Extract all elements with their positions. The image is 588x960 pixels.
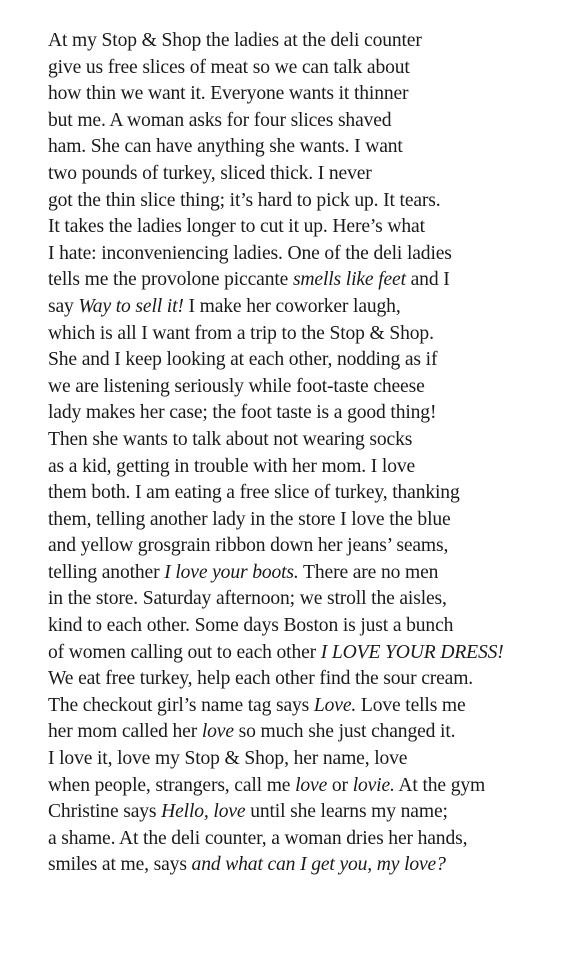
poem-text-segment: how thin we want it. Everyone wants it thinner (48, 83, 409, 105)
poem-text-segment: them both. I am eating a free slice of turkey, thanking (48, 482, 460, 504)
poem-italic-phrase: Love. (313, 694, 357, 716)
poem-line (48, 347, 504, 374)
poem-text-segment: At my Stop & Shop the ladies at the deli counter (48, 30, 422, 51)
poem-line (48, 586, 504, 613)
poem-text-segment: them, telling another lady in the store I love the blue (48, 508, 451, 530)
poem-text-segment: Then she wants to talk about not wearing socks (48, 428, 413, 450)
poem-line (48, 773, 504, 800)
poem-text-segment: her mom called her (48, 721, 202, 743)
poem-text-segment: I hate: inconveniencing ladies. One of the deli ladies (48, 242, 452, 264)
poem-text-segment: got the thin slice thing; it’s hard to pick up. It tears. (48, 189, 441, 211)
poem-text-segment: and yellow grosgrain ribbon down her jeans’ seams, (48, 535, 449, 557)
poem-italic-phrase: I LOVE YOUR DRESS! (320, 641, 504, 663)
poem-line (48, 799, 504, 826)
poem-text-segment: and I (405, 269, 450, 291)
poem-text-segment: lady makes her case; the foot taste is a good thing! (48, 402, 437, 424)
poem-line (48, 214, 504, 241)
poem-italic-phrase: Way to sell it! (78, 295, 184, 317)
poem-line (48, 454, 504, 481)
poem-text-segment: ham. She can have anything she wants. I want (48, 136, 403, 158)
poem-line (48, 852, 504, 879)
poem-text-segment: Love tells me (356, 694, 466, 716)
poem-text-segment: or (327, 774, 353, 796)
poem-text-segment: smiles at me, says (48, 854, 192, 876)
poem-text-segment: as a kid, getting in trouble with her mom. I love (48, 455, 416, 477)
poem-text-segment: when people, strangers, call me (48, 774, 296, 796)
poem-line (48, 427, 504, 454)
poem-text-segment: until she learns my name; (245, 801, 448, 823)
poem-line (48, 640, 504, 667)
poem-text-segment: It takes the ladies longer to cut it up. Here’s what (48, 216, 425, 238)
poem-line (48, 294, 504, 321)
poem-text-segment: At the gym (394, 774, 486, 796)
poem-text-segment: She and I keep looking at each other, nodding as if (48, 349, 438, 371)
poem-text-segment: say (48, 295, 79, 317)
poem-line (48, 480, 504, 507)
poem-text-segment: which is all I want from a trip to the Stop & Shop. (48, 322, 434, 344)
poem-line (48, 267, 504, 294)
poem-line (48, 28, 504, 55)
poem-italic-phrase: lovie. (352, 774, 395, 796)
poem-line (48, 134, 504, 161)
poem-line (48, 719, 504, 746)
poem-italic-phrase: I love your boots. (164, 561, 299, 583)
poem-italic-phrase: and what can I get you, my love? (191, 854, 446, 876)
poem-text-segment: so much she just changed it. (233, 721, 456, 743)
poem-text-segment: but me. A woman asks for four slices shaved (48, 109, 392, 131)
poem-line (48, 666, 504, 693)
poem-line (48, 533, 504, 560)
poem-text-segment: There are no men (298, 561, 439, 583)
poem-text-segment: in the store. Saturday afternoon; we stroll the aisles, (48, 588, 447, 610)
poem-text-segment: We eat free turkey, help each other find the sour cream. (48, 668, 474, 690)
poem-text-segment: of women calling out to each other (48, 641, 321, 663)
poem-line (48, 81, 504, 108)
poem-line (48, 746, 504, 773)
poem-text-segment: we are listening seriously while foot-taste cheese (48, 375, 425, 397)
poem-line (48, 613, 504, 640)
poem-text-segment: a shame. At the deli counter, a woman dries her hands, (48, 827, 468, 849)
poem-text-segment: I make her coworker laugh, (183, 295, 401, 317)
poem-line (48, 55, 504, 82)
poem-line (48, 188, 504, 215)
poem-text (48, 28, 504, 879)
poem-italic-phrase: love (295, 774, 328, 796)
poem-line (48, 321, 504, 348)
poem-italic-phrase: love (201, 721, 234, 743)
poem-italic-phrase: smells like feet (292, 269, 406, 291)
poem-line (48, 374, 504, 401)
poem-text-segment: kind to each other. Some days Boston is just a bunch (48, 615, 454, 637)
poem-text-segment: give us free slices of meat so we can talk about (48, 56, 410, 78)
poem-text-segment: I love it, love my Stop & Shop, her name, love (48, 748, 408, 770)
poem-line (48, 241, 504, 268)
poem-line (48, 693, 504, 720)
poem-line (48, 507, 504, 534)
poem-text-segment: The checkout girl’s name tag says (48, 694, 314, 716)
poem-text-segment: telling another (48, 561, 165, 583)
poem-line (48, 161, 504, 188)
poem-line (48, 108, 504, 135)
poem-line (48, 400, 504, 427)
poem-line (48, 826, 504, 853)
poem-text-segment: Christine says (48, 801, 162, 823)
poem-line (48, 560, 504, 587)
poem-italic-phrase: Hello, love (161, 801, 246, 823)
poem-text-segment: two pounds of turkey, sliced thick. I never (48, 162, 372, 184)
poem-text-segment: tells me the provolone piccante (48, 269, 293, 291)
